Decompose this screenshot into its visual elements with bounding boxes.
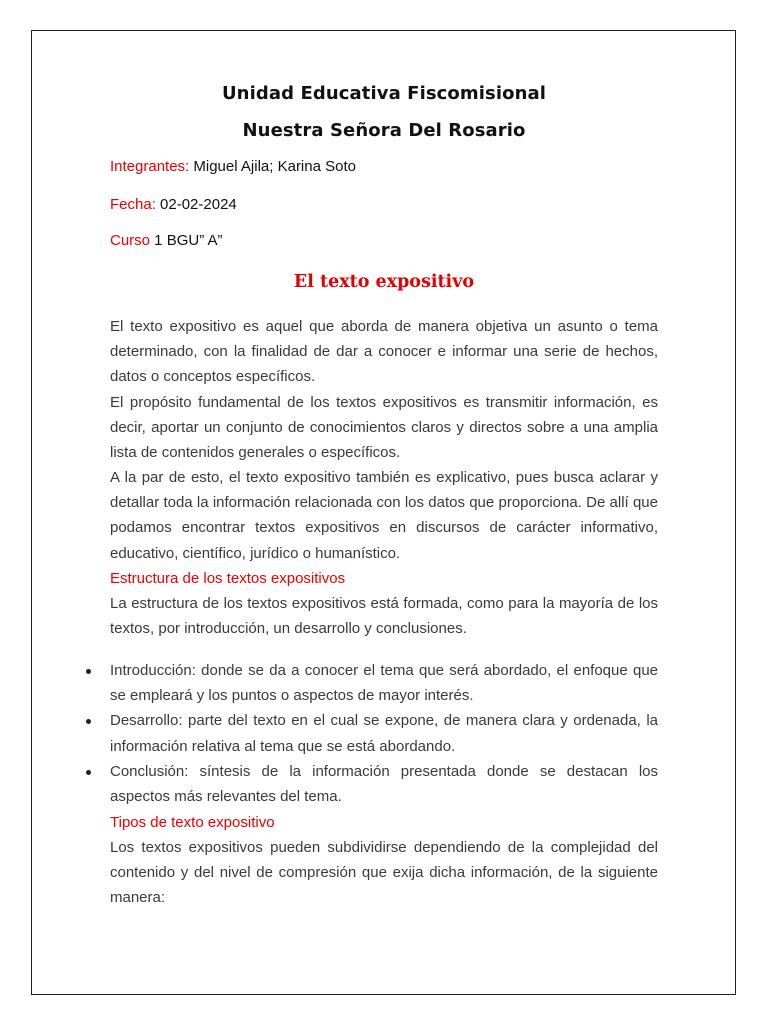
fecha-value: 02-02-2024 xyxy=(155,196,237,213)
curso-label: Curso xyxy=(110,232,151,249)
tipos-heading: Tipos de texto expositivo xyxy=(110,814,275,831)
fecha-line xyxy=(110,196,237,213)
document-title: El texto expositivo xyxy=(293,272,475,292)
estructura-bullet-list xyxy=(0,658,768,809)
estructura-paragraph: La estructura de los textos expositivos está formada, como para la mayoría de los textos, por introducción, un desarrollo y conclusiones. xyxy=(110,595,658,638)
fecha-label: Fecha: xyxy=(110,196,156,213)
bullet-icon xyxy=(86,669,91,674)
bullet-text-desarrollo: Desarrollo: parte del texto en el cual se expone, de manera clara y ordenada, la información relativa al tema que se está abordando. xyxy=(110,712,658,755)
school-name-line-1: Unidad Educativa Fiscomisional xyxy=(221,83,547,104)
list-item xyxy=(0,759,768,809)
integrantes-value: Miguel Ajila; Karina Soto xyxy=(189,158,356,175)
integrantes-label: Integrantes: xyxy=(110,158,190,175)
bullet-icon xyxy=(86,719,91,724)
school-name-line-2: Nuestra Señora Del Rosario xyxy=(242,120,526,141)
list-item xyxy=(0,708,768,758)
bullet-text-conclusion: Conclusión: síntesis de la información presentada donde se destacan los aspectos más relevantes del tema. xyxy=(110,762,658,806)
list-item xyxy=(0,658,768,708)
estructura-heading: Estructura de los textos expositivos xyxy=(110,570,346,587)
tipos-paragraph: Los textos expositivos pueden subdividirse dependiendo de la complejidad del contenido y del nivel de compresión que exija dicha información, de la siguiente manera: xyxy=(110,839,658,907)
bullet-text-introduccion: Introducción: donde se da a conocer el tema que será abordado, el enfoque que se empleará y los puntos o aspectos de mayor interés. xyxy=(110,662,658,705)
curso-value: 1 BGU” A” xyxy=(150,232,223,249)
curso-line xyxy=(110,232,223,249)
intro-paragraph-2: El propósito fundamental de los textos expositivos es transmitir información, es decir, aportar un conjunto de conocimientos claros y directos sobre a una amplia lista de contenidos generales o específicos. xyxy=(110,394,658,462)
integrantes-line xyxy=(110,158,356,175)
bullet-icon xyxy=(86,770,91,775)
intro-paragraph-1: El texto expositivo es aquel que aborda de manera objetiva un asunto o tema determinado, con la finalidad de dar a conocer e informar una serie de hechos, datos o conceptos específicos. xyxy=(110,318,658,386)
intro-paragraph-3: A la par de esto, el texto expositivo también es explicativo, pues busca aclarar y detallar toda la información relacionada con los datos que proporciona. De allí que podamos encontrar textos expositivos en discursos de carácter informativo, educativo, científico, jurídico o humanístico. xyxy=(110,469,658,562)
